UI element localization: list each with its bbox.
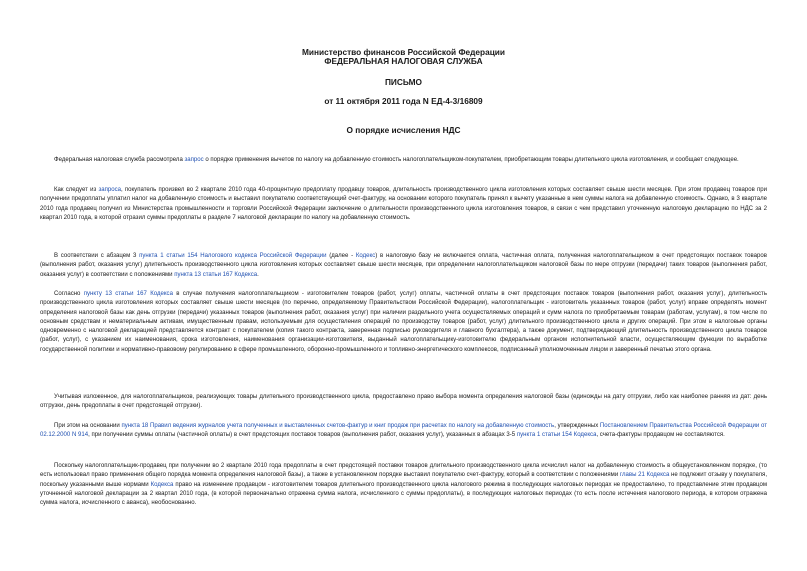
text-run: о порядке применения вычетов по налогу на добавленную стоимость налогоплательщиком-покупателем, приобретающим товары длительного цикла изготовления, и сообщает следующее.: [203, 157, 739, 163]
paragraph-text: [40, 422, 767, 441]
text-run: , при получении суммы оплаты (частичной оплаты) в счет предстоящих поставок товаров (выполнения работ, оказания услуг), указанных в абзацах 3-5: [88, 432, 517, 439]
ministry-heading: Министерство финансов Российской Федерации: [301, 47, 506, 57]
paragraph-request-review: [40, 156, 767, 165]
paragraph-text: [40, 462, 767, 508]
text-run: Федеральная налоговая служба рассмотрела: [54, 157, 185, 163]
paragraph-tax-base-rule: [40, 252, 767, 280]
paragraph-text: [40, 156, 767, 165]
text-run: ) в налоговую базу не включается оплата, частичная оплата, полученная налогоплательщиком в счет предстоящих поставок товаров (выполнения работ, оказания услуг) длительность производственного цикла изготовления которых составляет свыше шести месяцев, при определении налогоплательщиком налоговой базы по мере отгрузки (передачи) таких товаров (выполнения работ, оказания услуг) в соответствии с положениями: [40, 253, 767, 278]
text-run: , покупатель произвел во 2 квартале 2010 года 40-процентную предоплату продавцу товаров, длительность производственного цикла изготовления которых составляет свыше шести месяцев. При этом продавец товаров при получении предоплаты уплатил налог на добавленную стоимость и выставил покупателю соответствующий счет-фактуру, на основании которого покупатель принял к вычету указанные в нем суммы налога на добавленную стоимость. Однако, в 3 квартале 2010 года продавец получил из Министерства промышленности и торговли Российской Федерации заключение о длительности производственного цикла изготовления товаров, в связи с чем представил уточненную налоговую декларацию по НДС за 2 квартал 2010 года, в которой отразил суммы предоплаты в разделе 7 налоговой декларации по налогу на добавленную стоимость.: [40, 187, 767, 221]
document-subject: О порядке исчисления НДС: [346, 125, 461, 135]
text-run: (далее -: [326, 253, 356, 259]
link-article-154[interactable]: пункта 1 статьи 154 Налогового кодекса Российской Федерации: [139, 253, 327, 259]
paragraph-choice-of-moment: [40, 393, 767, 412]
paragraph-conclusion: [40, 462, 767, 508]
link-request[interactable]: запрос: [184, 157, 204, 163]
paragraph-text: [40, 186, 767, 223]
link-request[interactable]: запроса: [98, 187, 121, 193]
text-run: При этом на основании: [54, 423, 122, 429]
text-run: Согласно: [54, 291, 84, 297]
link-government-resolution[interactable]: Постановлением Правительства Российской Федерации от 02.12.2000 N 914: [40, 423, 767, 439]
paragraph-article-167-details: [40, 290, 767, 355]
text-run: .: [257, 271, 259, 278]
paragraph-case-description: [40, 186, 767, 223]
text-run: В соответствии с абзацем 3: [54, 253, 140, 259]
link-article-154[interactable]: пункта 1 статьи 154 Кодекса: [516, 432, 597, 439]
text-run: в случае получения налогоплательщиком - изготовителем товаров (работ, услуг) оплаты, частичной оплаты в счет предстоящих поставок товаров (выполнения работ, оказания услуг), длительность производственного цикла изготовления которых составляет свыше шести месяцев (по перечню, определяемому Правительством Российской Федерации), налогоплательщик - изготовитель указанных товаров (работ, услуг) вправе определять момент определения налоговой базы как день отгрузки (передачи) указанных товаров (выполнения работ, оказания услуг) при наличии раздельного учета осуществляемых операций и сумм налога по приобретаемым товарам (работам, услугам), в том числе по основным средствам и нематериальным активам, имущественным правам, используемым для осуществления операций по производству товаров (работ, услуг) длительного производственного цикла и других операций. При этом в налоговые органы одновременно с налоговой декларацией представляется контракт с покупателем (копия такого контракта, заверенная подписью руководителя и главного бухгалтера), а также документ, подтверждающий длительность производственного цикла товаров (работ, услуг), с указанием их наименования, срока изготовления, наименования организации-изготовителя, выданный налогоплательщику-изготовителю федеральным органом исполнительной власти, осуществляющим функции по выработке государственной политики и нормативно-правовому регулированию в сфере промышленного, оборонно-промышленного и топливно-энергетического комплексов, подписанный уполномоченным лицом и заверенный печатью этого органа.: [40, 291, 767, 353]
text-run: Поскольку налогоплательщик-продавец при получении во 2 квартале 2010 года предоплаты в счет предстоящей поставки товаров длительного производственного цикла исчислил налог на добавленную стоимость в общеустановленном порядке, (то есть использовал право применения общего порядка момента определения налоговой базы), а также в установленном порядке выставил покупателю счет-фактуру, который в соответствии с положениями: [40, 463, 767, 479]
text-run: Как следует из: [54, 187, 99, 193]
paragraph-text: [40, 290, 767, 355]
text-run: право на изменение продавцом - изготовителем товаров длительного производственного цикла налогового режима в последующих налоговых периодах не предоставлено, то представление этим продавцом уточненной налоговой декларации за 2 квартал 2010 года, (в которой первоначально отражена сумма налога, исчисленного с суммы предоплаты), в последующих налоговых периодах (то есть после истечения налогового периода, в котором отражена сумма налога, исчисленного с аванса), необоснованно.: [40, 481, 767, 506]
document-type: ПИСЬМО: [384, 77, 423, 87]
paragraph-text: Учитывая изложенное, для налогоплательщиков, реализующих товары длительного производственного цикла, предоставлено право выбора момента определения налоговой базы (единожды на дату отгрузки, либо как наиболее ранняя из дат: день отгрузки, день предоплаты в счет предстоящей отгрузки).: [40, 394, 767, 410]
text-run: , утвержденных: [554, 423, 600, 429]
paragraph-text: [40, 252, 767, 280]
link-article-167[interactable]: пункта 13 статьи 167 Кодекса: [174, 271, 258, 278]
link-article-167[interactable]: пункту 13 статьи 167 Кодекса: [83, 291, 173, 297]
text-run: не подлежит отзыву у покупателя, поскольку указанными выше нормами: [40, 472, 768, 488]
link-code[interactable]: Кодекса: [150, 481, 174, 488]
link-chapter-21[interactable]: главы 21 Кодекса: [619, 472, 670, 479]
document-date-number: от 11 октября 2011 года N ЕД-4-3/16809: [324, 96, 483, 106]
link-code[interactable]: Кодекс: [355, 253, 376, 259]
service-heading: ФЕДЕРАЛЬНАЯ НАЛОГОВАЯ СЛУЖБА: [324, 56, 483, 66]
link-rules-paragraph-18[interactable]: пункта 18 Правил ведения журналов учета полученных и выставленных счетов-фактур и книг продаж при расчетах по налогу на добавленную стоимость: [121, 423, 555, 429]
paragraph-invoice-rules: [40, 422, 767, 441]
text-run: , счета-фактуры продавцом не составляются.: [596, 432, 725, 439]
